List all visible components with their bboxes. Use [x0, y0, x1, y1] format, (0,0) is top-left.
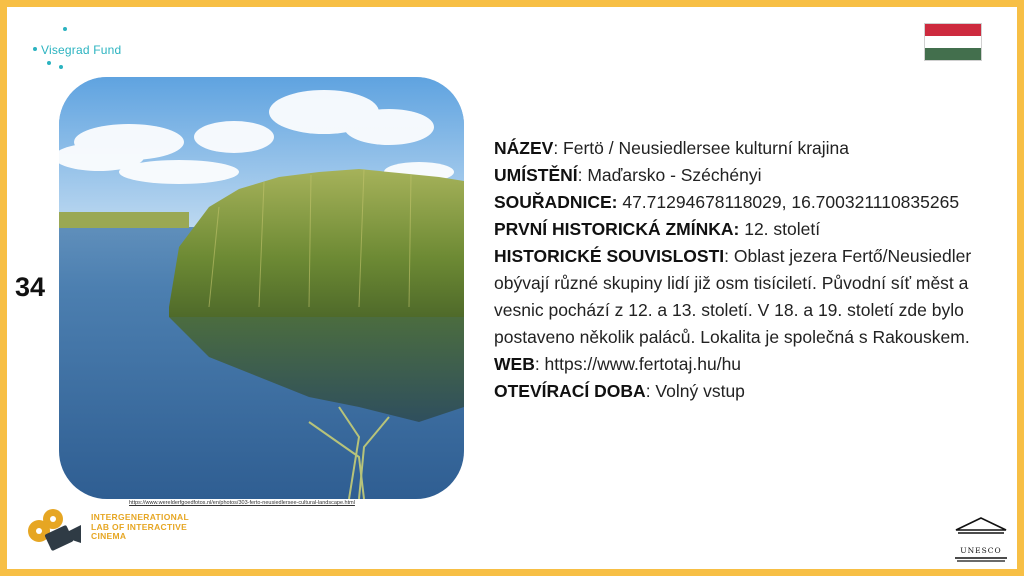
first-mention-label: PRVNÍ HISTORICKÁ ZMÍNKA:: [494, 219, 740, 239]
location-row: [494, 162, 999, 189]
first-mention-value: 12. století: [739, 219, 821, 239]
lab-text: [91, 513, 189, 542]
lab-line-2: LAB OF INTERACTIVE: [91, 521, 188, 532]
unesco-text: UNESCO: [960, 546, 1002, 555]
web-row: [494, 351, 999, 378]
location-label: UMÍSTĚNÍ: [494, 165, 578, 185]
photo-credit-link[interactable]: https://www.werelderfgoedfotos.nl/en/photos/303-ferto-neusiedlersee-cultural-landscape.html: [129, 500, 355, 506]
film-reel-icon: [25, 503, 87, 555]
lab-line-1: INTERGENERATIONAL: [91, 512, 189, 522]
location-value: : Maďarsko - Széchényi: [577, 165, 762, 185]
first-mention-row: [494, 216, 999, 243]
lab-line-3: CINEMA: [91, 531, 127, 541]
hungary-flag-icon: [924, 23, 982, 61]
name-value: : Fertö / Neusiedlersee kulturní krajina: [553, 138, 850, 158]
coords-row: [494, 189, 999, 216]
web-value[interactable]: : https://www.fertotaj.hu/hu: [534, 354, 742, 374]
slide: [7, 7, 1017, 569]
hours-row: [494, 378, 999, 405]
context-row: [494, 243, 999, 351]
hours-label: OTEVÍRACÍ DOBA: [494, 381, 646, 401]
intergenerational-lab-logo: [25, 503, 189, 557]
landscape-photo: [59, 77, 464, 499]
web-label: WEB: [494, 354, 535, 374]
unesco-logo: [952, 516, 1010, 562]
temple-icon: [952, 516, 1010, 562]
context-value: : Oblast jezera Fertő/Neusiedler obývají různé skupiny lidí již osm tisíciletí. Původní síť měst a vesnic pochází z 12. a 13. století. V 18. a 19. století zde bylo postaveno několik paláců. Lokalita je společná s Rakouskem.: [494, 246, 972, 347]
visegrad-fund-text: Visegrad Fund: [41, 43, 122, 57]
slide-number: 34: [15, 272, 46, 302]
name-row: [494, 135, 999, 162]
coords-label: SOUŘADNICE:: [494, 192, 618, 212]
hours-value: : Volný vstup: [645, 381, 745, 401]
visegrad-fund-logo: [29, 25, 149, 75]
context-label: HISTORICKÉ SOUVISLOSTI: [494, 246, 725, 266]
name-label: NÁZEV: [494, 138, 554, 158]
coords-value: 47.71294678118029, 16.700321110835265: [617, 192, 960, 212]
site-info: [494, 135, 999, 405]
